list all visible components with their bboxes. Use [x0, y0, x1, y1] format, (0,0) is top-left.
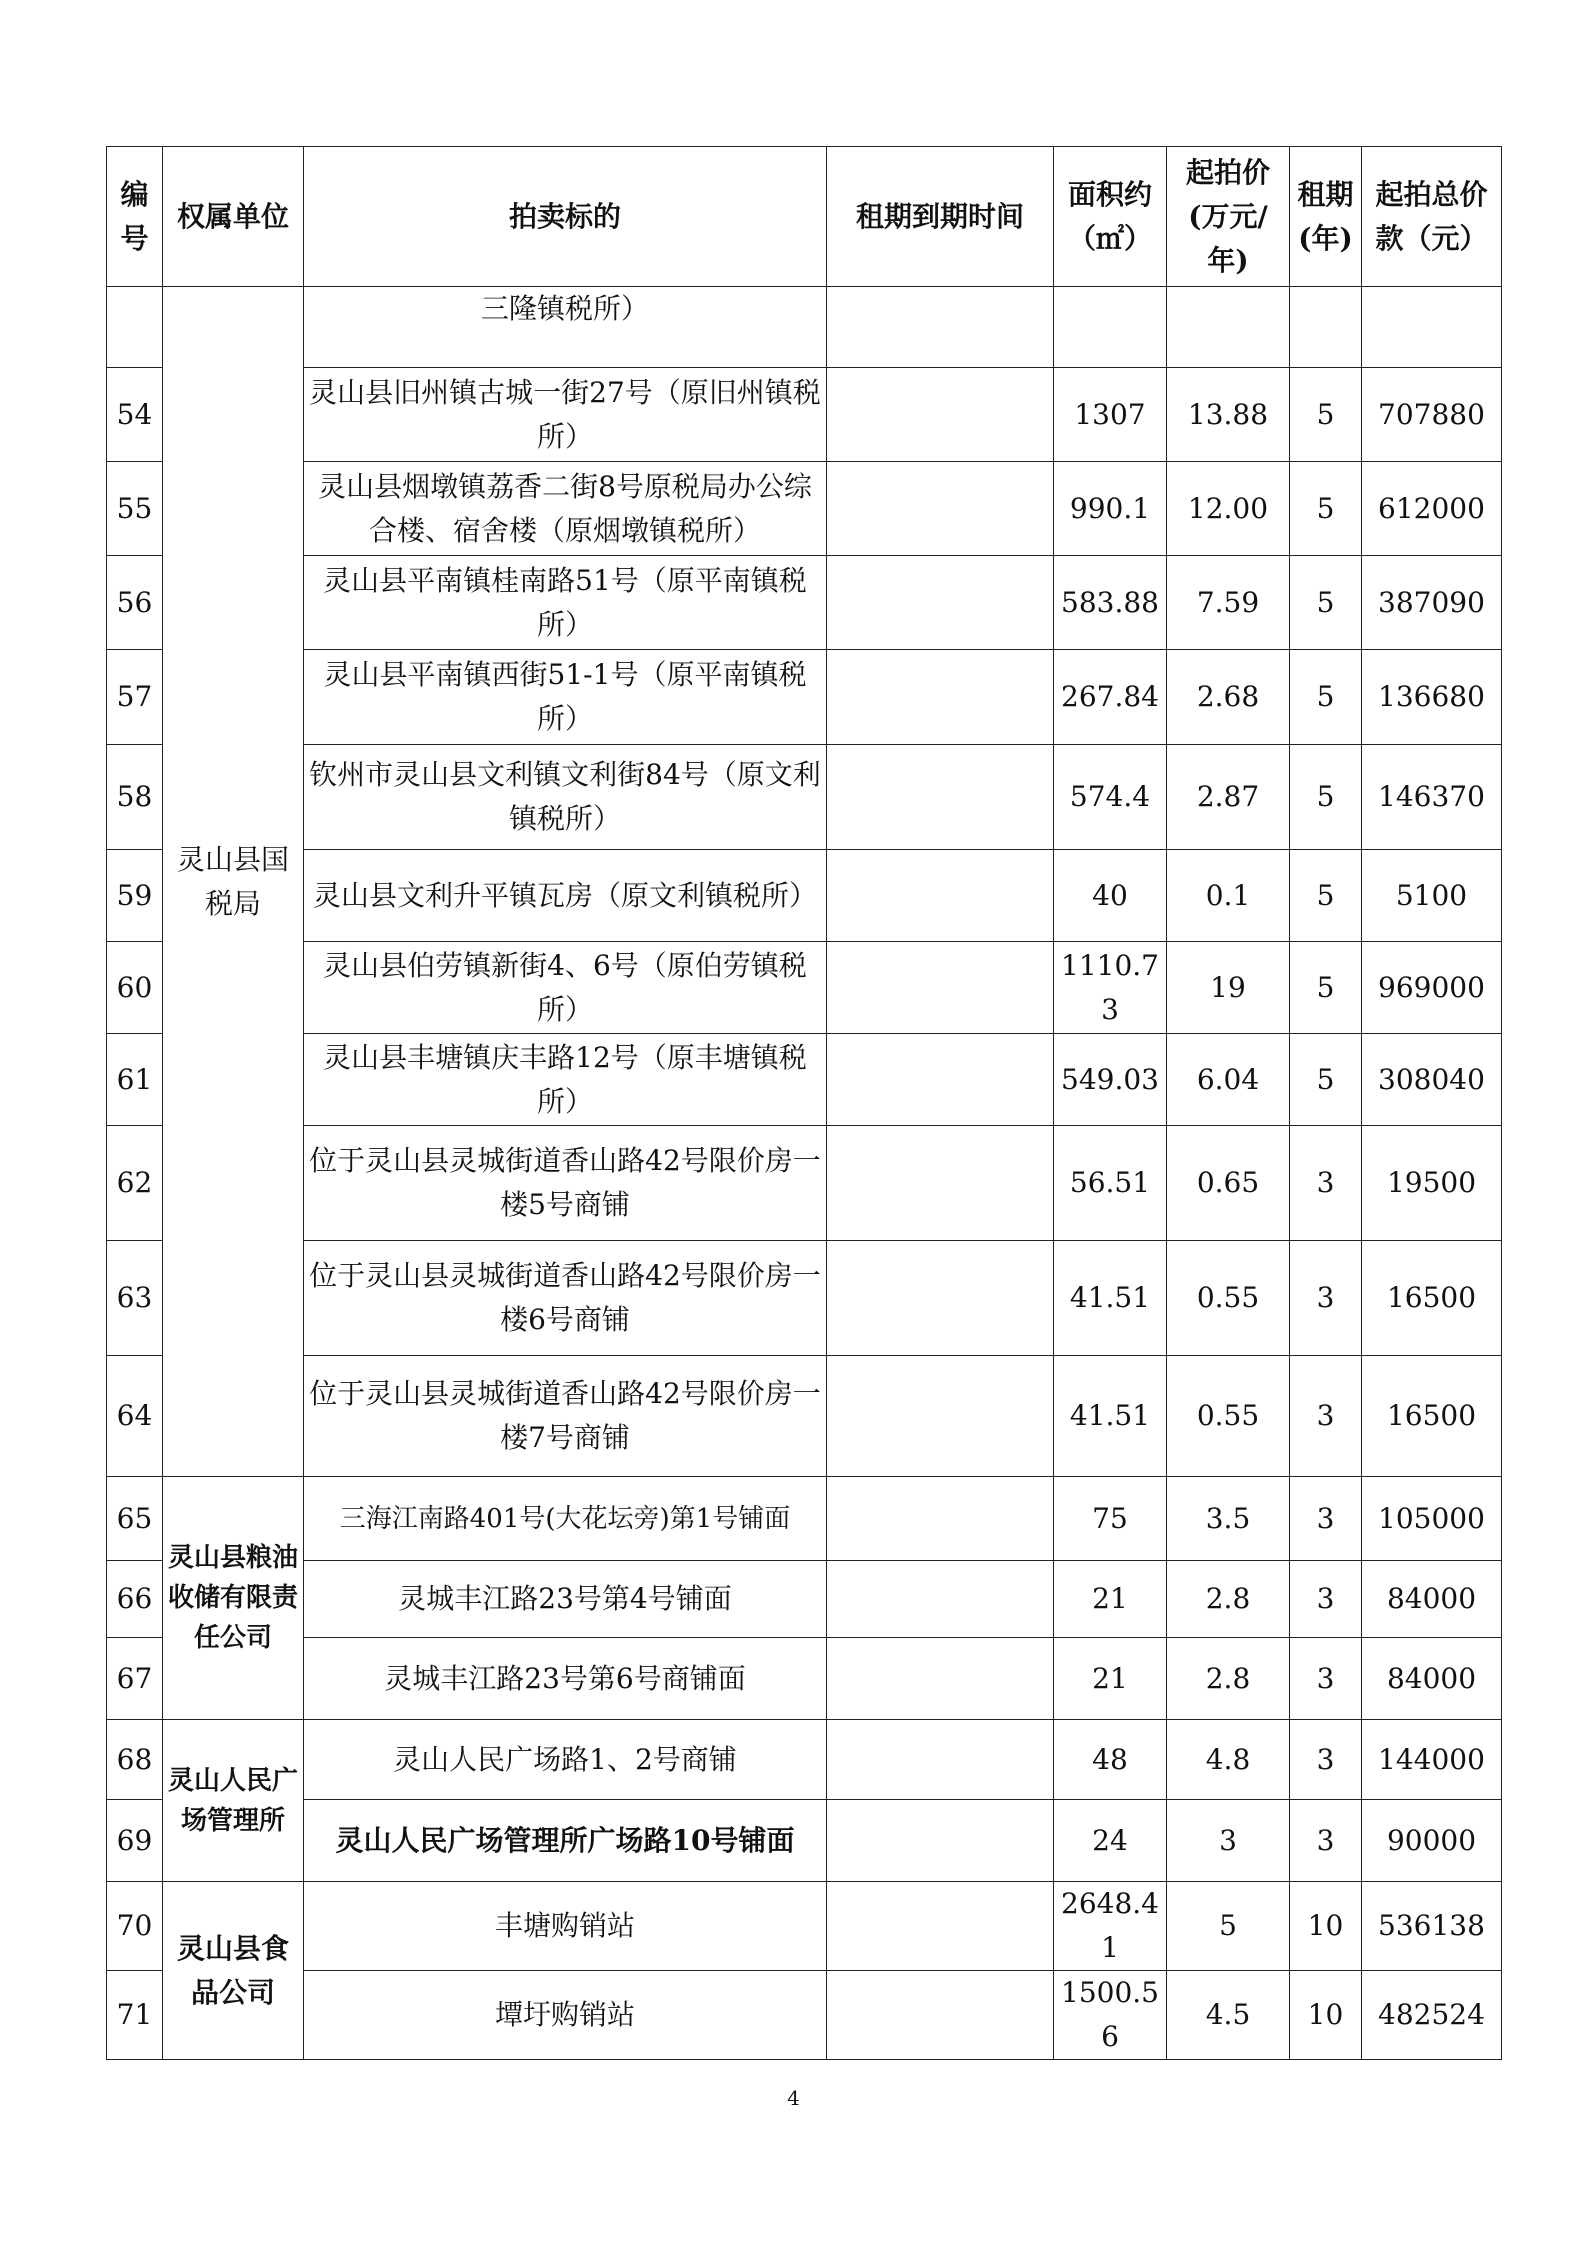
- price-cell: 2.87: [1167, 745, 1290, 850]
- item-cell: 墰圩购销站: [304, 1971, 827, 2060]
- header-no: 编号: [107, 147, 163, 287]
- row-no: 61: [107, 1034, 163, 1126]
- header-total: 起拍总价款（元）: [1362, 147, 1502, 287]
- total-cell: 105000: [1362, 1477, 1502, 1561]
- area-cell: 1307: [1054, 368, 1167, 462]
- term-cell: 3: [1290, 1800, 1362, 1882]
- row-no: 58: [107, 745, 163, 850]
- owner-cell: 灵山人民广场管理所: [163, 1720, 304, 1882]
- item-cell: 三海江南路401号(大花坛旁)第1号铺面: [304, 1477, 827, 1561]
- area-cell: 41.51: [1054, 1241, 1167, 1356]
- price-cell: 3: [1167, 1800, 1290, 1882]
- total-cell: 16500: [1362, 1356, 1502, 1477]
- item-cell: 位于灵山县灵城街道香山路42号限价房一楼7号商铺: [304, 1356, 827, 1477]
- price-cell: 7.59: [1167, 556, 1290, 650]
- price-cell: 0.65: [1167, 1126, 1290, 1241]
- total-cell: 536138: [1362, 1882, 1502, 1971]
- row-no: 56: [107, 556, 163, 650]
- page-number: 4: [787, 2086, 800, 2110]
- area-cell: 583.88: [1054, 556, 1167, 650]
- table-row: [107, 1477, 1502, 1561]
- total-cell: 84000: [1362, 1638, 1502, 1720]
- item-cell: 灵山人民广场路1、2号商铺: [304, 1720, 827, 1800]
- expiry-cell: [827, 368, 1054, 462]
- table-row: [107, 1800, 1502, 1882]
- term-cell: 10: [1290, 1882, 1362, 1971]
- row-no: 59: [107, 850, 163, 942]
- item-cell: 灵山县平南镇桂南路51号（原平南镇税所）: [304, 556, 827, 650]
- row-no: 55: [107, 462, 163, 556]
- price-cell: 5: [1167, 1882, 1290, 1971]
- expiry-cell: [827, 1882, 1054, 1971]
- table-row: [107, 1638, 1502, 1720]
- table-row: [107, 556, 1502, 650]
- expiry-cell: [827, 1971, 1054, 2060]
- item-cell: 灵山县文利升平镇瓦房（原文利镇税所）: [304, 850, 827, 942]
- term-cell: 3: [1290, 1126, 1362, 1241]
- expiry-cell: [827, 1638, 1054, 1720]
- price-cell: 0.55: [1167, 1241, 1290, 1356]
- expiry-cell: [827, 462, 1054, 556]
- header-row: [107, 147, 1502, 287]
- table-row: [107, 1241, 1502, 1356]
- row-no: 70: [107, 1882, 163, 1971]
- header-area: 面积约（㎡）: [1054, 147, 1167, 287]
- total-cell: 146370: [1362, 745, 1502, 850]
- header-price: 起拍价(万元/年): [1167, 147, 1290, 287]
- area-cell: 21: [1054, 1561, 1167, 1638]
- row-no: 66: [107, 1561, 163, 1638]
- table-row: [107, 850, 1502, 942]
- item-cell: 灵山县丰塘镇庆丰路12号（原丰塘镇税所）: [304, 1034, 827, 1126]
- table-row: [107, 1034, 1502, 1126]
- total-cell: 482524: [1362, 1971, 1502, 2060]
- item-cell: 位于灵山县灵城街道香山路42号限价房一楼5号商铺: [304, 1126, 827, 1241]
- row-no: 62: [107, 1126, 163, 1241]
- area-cell: 48: [1054, 1720, 1167, 1800]
- item-cell: 三隆镇税所）: [304, 287, 827, 368]
- total-cell: 136680: [1362, 650, 1502, 745]
- row-no: 65: [107, 1477, 163, 1561]
- expiry-cell: [827, 1126, 1054, 1241]
- expiry-cell: [827, 1720, 1054, 1800]
- price-cell: 4.8: [1167, 1720, 1290, 1800]
- area-cell: 24: [1054, 1800, 1167, 1882]
- row-no: 68: [107, 1720, 163, 1800]
- price-cell: 6.04: [1167, 1034, 1290, 1126]
- table-row: [107, 942, 1502, 1034]
- price-cell: 2.8: [1167, 1638, 1290, 1720]
- table-row: [107, 1882, 1502, 1971]
- term-cell: 5: [1290, 556, 1362, 650]
- area-cell: 40: [1054, 850, 1167, 942]
- item-cell: 钦州市灵山县文利镇文利街84号（原文利镇税所）: [304, 745, 827, 850]
- table-row: [107, 1720, 1502, 1800]
- expiry-cell: [827, 650, 1054, 745]
- price-cell: 0.1: [1167, 850, 1290, 942]
- row-no: 64: [107, 1356, 163, 1477]
- item-cell: 灵山县旧州镇古城一街27号（原旧州镇税所）: [304, 368, 827, 462]
- price-cell: 4.5: [1167, 1971, 1290, 2060]
- expiry-cell: [827, 745, 1054, 850]
- owner-cell: 灵山县国税局: [163, 287, 304, 1477]
- area-cell: 267.84: [1054, 650, 1167, 745]
- row-no: 71: [107, 1971, 163, 2060]
- header-owner: 权属单位: [163, 147, 304, 287]
- area-cell: 990.1: [1054, 462, 1167, 556]
- price-cell: 0.55: [1167, 1356, 1290, 1477]
- row-no: 69: [107, 1800, 163, 1882]
- total-cell: 16500: [1362, 1241, 1502, 1356]
- total-cell: 612000: [1362, 462, 1502, 556]
- area-cell: 1500.56: [1054, 1971, 1167, 2060]
- table-row: [107, 368, 1502, 462]
- area-cell: 41.51: [1054, 1356, 1167, 1477]
- total-cell: 90000: [1362, 1800, 1502, 1882]
- item-cell: 丰塘购销站: [304, 1882, 827, 1971]
- table-row: [107, 745, 1502, 850]
- total-cell: 5100: [1362, 850, 1502, 942]
- term-cell: 5: [1290, 462, 1362, 556]
- item-cell: 灵城丰江路23号第6号商铺面: [304, 1638, 827, 1720]
- term-cell: 3: [1290, 1241, 1362, 1356]
- table-row: [107, 462, 1502, 556]
- table-row: [107, 1971, 1502, 2060]
- expiry-cell: [827, 1241, 1054, 1356]
- term-cell: 5: [1290, 368, 1362, 462]
- row-no: 60: [107, 942, 163, 1034]
- header-term: 租期(年): [1290, 147, 1362, 287]
- area-cell: 21: [1054, 1638, 1167, 1720]
- table-row: [107, 1356, 1502, 1477]
- term-cell: 3: [1290, 1638, 1362, 1720]
- item-cell: 灵山县平南镇西街51-1号（原平南镇税所）: [304, 650, 827, 745]
- price-cell: 2.68: [1167, 650, 1290, 745]
- row-no: 63: [107, 1241, 163, 1356]
- term-cell: 3: [1290, 1561, 1362, 1638]
- term-cell: 3: [1290, 1356, 1362, 1477]
- total-cell: 144000: [1362, 1720, 1502, 1800]
- total-cell: 19500: [1362, 1126, 1502, 1241]
- item-cell: 灵山人民广场管理所广场路10号铺面: [304, 1800, 827, 1882]
- table-row: [107, 287, 1502, 368]
- expiry-cell: [827, 942, 1054, 1034]
- row-no: 54: [107, 368, 163, 462]
- table-row: [107, 1126, 1502, 1241]
- term-cell: 5: [1290, 850, 1362, 942]
- total-cell: 387090: [1362, 556, 1502, 650]
- term-cell: 5: [1290, 1034, 1362, 1126]
- term-cell: 3: [1290, 1477, 1362, 1561]
- table-row: [107, 1561, 1502, 1638]
- area-cell: 574.4: [1054, 745, 1167, 850]
- expiry-cell: [827, 556, 1054, 650]
- area-cell: 56.51: [1054, 1126, 1167, 1241]
- expiry-cell: [827, 850, 1054, 942]
- area-cell: 75: [1054, 1477, 1167, 1561]
- total-cell: 707880: [1362, 368, 1502, 462]
- total-cell: 308040: [1362, 1034, 1502, 1126]
- expiry-cell: [827, 1034, 1054, 1126]
- area-cell: 1110.73: [1054, 942, 1167, 1034]
- item-cell: 灵山县烟墩镇荔香二街8号原税局办公综合楼、宿舍楼（原烟墩镇税所）: [304, 462, 827, 556]
- row-no: 57: [107, 650, 163, 745]
- area-cell: 549.03: [1054, 1034, 1167, 1126]
- expiry-cell: [827, 1800, 1054, 1882]
- expiry-cell: [827, 1561, 1054, 1638]
- total-cell: 84000: [1362, 1561, 1502, 1638]
- table-row: [107, 650, 1502, 745]
- total-cell: 969000: [1362, 942, 1502, 1034]
- price-cell: 3.5: [1167, 1477, 1290, 1561]
- term-cell: 5: [1290, 942, 1362, 1034]
- price-cell: 2.8: [1167, 1561, 1290, 1638]
- header-subject: 拍卖标的: [304, 147, 827, 287]
- header-expiry: 租期到期时间: [827, 147, 1054, 287]
- term-cell: 10: [1290, 1971, 1362, 2060]
- term-cell: 5: [1290, 745, 1362, 850]
- term-cell: 5: [1290, 650, 1362, 745]
- price-cell: 19: [1167, 942, 1290, 1034]
- owner-cell: 灵山县粮油收储有限责任公司: [163, 1477, 304, 1720]
- row-no: 67: [107, 1638, 163, 1720]
- price-cell: 12.00: [1167, 462, 1290, 556]
- auction-table: [106, 146, 1502, 2060]
- price-cell: 13.88: [1167, 368, 1290, 462]
- expiry-cell: [827, 1356, 1054, 1477]
- owner-cell: 灵山县食品公司: [163, 1882, 304, 2060]
- item-cell: 灵山县伯劳镇新街4、6号（原伯劳镇税所）: [304, 942, 827, 1034]
- item-cell: 灵城丰江路23号第4号铺面: [304, 1561, 827, 1638]
- expiry-cell: [827, 1477, 1054, 1561]
- term-cell: 3: [1290, 1720, 1362, 1800]
- item-cell: 位于灵山县灵城街道香山路42号限价房一楼6号商铺: [304, 1241, 827, 1356]
- area-cell: 2648.41: [1054, 1882, 1167, 1971]
